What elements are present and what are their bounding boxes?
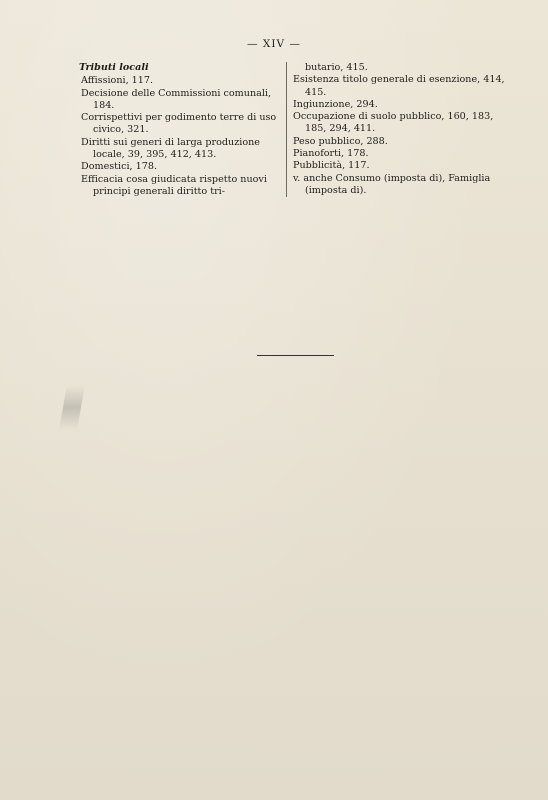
- index-entry: Affissioni, 117.: [81, 75, 154, 87]
- index-entry: Occupazione di suolo pubblico, 160, 183, 185, 294, 411.: [293, 111, 494, 135]
- index-entry: Efficacia cosa giudicata rispetto nuovi principi generali diritto tri-: [81, 173, 267, 197]
- section-title: Tributi locali: [79, 62, 149, 73]
- page-header: — XIV —: [247, 38, 301, 50]
- index-right-column: [286, 62, 506, 197]
- end-rule: [257, 355, 334, 356]
- index-entry: Decisione delle Commissioni comunali, 184.: [81, 87, 272, 111]
- index-entry: Pianoforti, 178.: [293, 148, 369, 160]
- index-entry: Pubblicità, 117.: [293, 160, 370, 172]
- index-entry: v. anche Consumo (imposta di), Famiglia (imposta di).: [293, 172, 491, 196]
- paper-stain: [59, 385, 85, 430]
- index-entry: Diritti sui generi di larga produzione locale, 39, 395, 412, 413.: [81, 136, 260, 161]
- index-entry: Peso pubblico, 288.: [293, 135, 388, 147]
- index-entry: Esistenza titolo generale di esenzione, 414, 415.: [293, 74, 505, 98]
- index-entry: Domestici, 178.: [81, 161, 157, 173]
- index-left-column: [79, 62, 284, 198]
- index-entry-continuation: butario, 415.: [305, 62, 368, 73]
- index-entry: Corrispettivi per godimento terre di uso civico, 321.: [81, 112, 277, 136]
- index-entry: Ingiunzione, 294.: [293, 98, 378, 110]
